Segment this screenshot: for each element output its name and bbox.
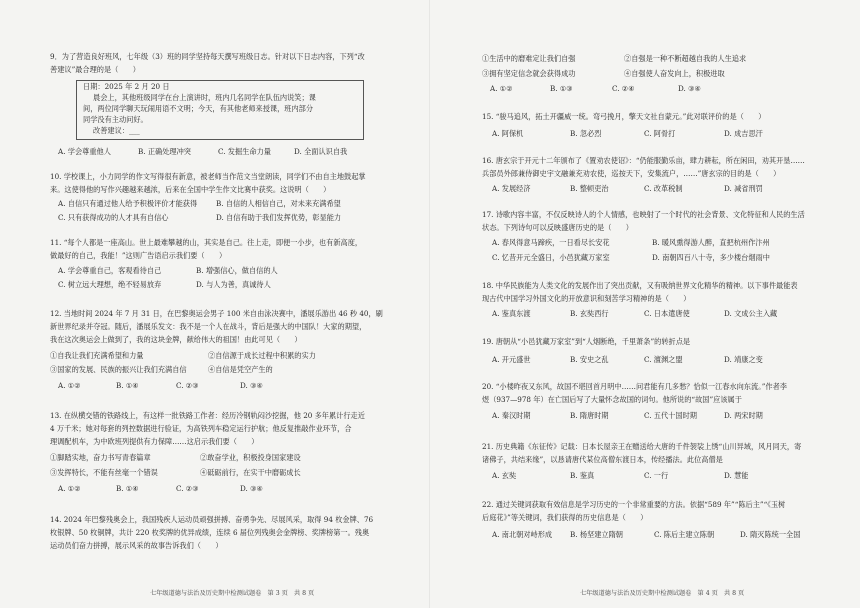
- question-16-line-2: 兵部员外郎兼侍御史宇文融兼充劝农使，巡按天下，安集流户，……”唐玄宗的目的是（ ）: [482, 169, 781, 178]
- q20-option-c: C. 五代十国时期: [644, 411, 697, 420]
- question-12-line-3: 我在这次奥运会上做到了，我的这块金牌，献给伟大的祖国！由此可见（ ）: [50, 335, 302, 344]
- q10-option-c: C. 只有获得成功的人才具有自信心: [58, 213, 169, 222]
- q13-option-d: D. ③④: [240, 484, 263, 493]
- q19-option-d: D. 靖康之变: [724, 355, 763, 364]
- q18-option-c: C. 日本遣唐使: [644, 309, 690, 318]
- q12-item-1: ①自我让我们充满希望和力量: [50, 351, 144, 360]
- diary-line-3: 同学没有主动问好。: [83, 115, 148, 124]
- question-20-line-2: 煜（937—978 年）在亡国后写了大量怀念故国的词句。他所说的“故国”应该属于: [482, 395, 742, 404]
- q14-option-d: D. ③④: [678, 84, 701, 93]
- q12-option-a: A. ①②: [58, 381, 81, 390]
- question-9-line-2: 善建议”最合理的是（ ）: [50, 65, 140, 74]
- q20-option-d: D. 两宋时期: [724, 411, 763, 420]
- q13-option-a: A. ①②: [58, 484, 81, 493]
- q15-option-c: C. 阿骨打: [644, 129, 676, 138]
- class-diary-box: [76, 80, 364, 140]
- q14-item-1: ①生活中的磨难定让我们自强: [482, 54, 576, 63]
- question-20-line-1: 20. “小楼昨夜又东风，故国不堪回首月明中……问君能有几多愁？恰似一江春水向东流。”作者李: [482, 382, 787, 391]
- question-22-line-1: 22. 通过关键词获取有效信息是学习历史的一个非常重要的方法。依据“589 年”“陈后主”“《玉树: [482, 500, 786, 509]
- question-17-line-2: 状态。下列诗句可以反映盛唐历史的是（ ）: [482, 223, 633, 232]
- q13-option-c: C. ②③: [176, 484, 199, 493]
- q12-option-b: B. ①④: [116, 381, 139, 390]
- q19-option-a: A. 开元盛世: [492, 355, 531, 364]
- q16-option-a: A. 发展经济: [492, 184, 531, 193]
- q9-option-a: A. 学会尊重他人: [58, 147, 111, 156]
- question-14-stem: [50, 513, 373, 552]
- q14-option-a: A. ①②: [490, 84, 513, 93]
- q12-item-4: ④自信是凭空产生的: [208, 365, 273, 374]
- q18-option-b: B. 玄奘西行: [570, 309, 609, 318]
- page-3-footer: 七年级道德与法治及历史期中检测试题卷 第 3 页 共 8 页: [150, 590, 315, 597]
- q20-option-a: A. 秦汉时期: [492, 411, 531, 420]
- question-21-line-2: 诸佛子，共结来缘”，以恳请唐代某位高僧东渡日本，传经播法。此位高僧是: [482, 455, 723, 464]
- question-12-line-2: 新世界纪录并夺冠。随后，潘展乐发文：我不是一个人在战斗，背后是强大的中国队！大家的期望，: [50, 322, 367, 331]
- question-10-line-1: 10. 学校课上，小力同学的作文写得很有新意，被老师当作范文当堂朗读，同学们不由自主地鼓起掌: [50, 172, 366, 181]
- question-15-line-1: 15. “骏马追风，拓土开疆威一统。弯弓挽月，擎天文社自蒙元。”此对联评价的是（ ）: [482, 112, 766, 121]
- question-18-line-1: 18. 中华民族能为人类文化的发展作出了突出贡献，又有吸纳世界文化精华的精神。以下事件最能表: [482, 281, 798, 290]
- q17-option-b: B. 暖风熏得游人醉，直把杭州作汴州: [652, 238, 770, 247]
- q11-option-d: D. 与人为善，真诚待人: [196, 280, 271, 289]
- question-13-line-3: 理调配机车，为中欧班列提供有力保障……这启示我们要（ ）: [50, 437, 259, 446]
- q12-item-2: ②自信源于成长过程中积累的实力: [208, 351, 316, 360]
- question-13-line-2: 4 万千米；她对每套的列控数据进行验证，为高铁列车稳定运行护航；他反复推敲作业环节，合: [50, 424, 352, 433]
- q14-item-2: ②自强是一种不断超越自我的人生追求: [624, 54, 747, 63]
- q17-option-d: D. 南朝四百八十寺，多少楼台烟雨中: [652, 253, 770, 262]
- question-10-stem: [50, 170, 366, 196]
- q12-item-3: ③国家的发展、民族的振兴让我们充满自信: [50, 365, 187, 374]
- q13-item-4: ④砥砺前行，在实干中磨砺成长: [200, 468, 301, 477]
- question-17-line-1: 17. 诗歌内容丰富，不仅反映诗人的个人情感，也映射了一个时代的社会背景、文化特征和人民的生活: [482, 210, 805, 219]
- question-16-stem: [482, 154, 805, 180]
- question-14-line-1: 14. 2024 年巴黎残奥会上，我国残疾人运动员顽强拼搏、奋勇争先、尽展风采，取得 94 枚金牌、76: [50, 515, 374, 524]
- question-22-stem: [482, 498, 785, 524]
- page-4: [430, 0, 860, 608]
- q11-option-a: A. 学会尊重自己，客观看待自己: [58, 266, 162, 275]
- question-13-line-1: 13. 在纵横交错的铁路线上，有这样一批铁路工作者：经历冷钢轨闷沙挖掘，他 20 多年累计行走近: [50, 411, 365, 420]
- question-16-line-1: 16. 唐玄宗于开元十二年颁布了《置劝农使诏》：“仍能服勤乐亩，肆力耕耘，所在闲田，劝其开垦……: [482, 156, 805, 165]
- q21-option-d: D. 慧能: [724, 471, 749, 480]
- q20-option-b: B. 隋唐时期: [570, 411, 609, 420]
- question-19-stem: [482, 335, 690, 348]
- q21-option-c: C. 一行: [644, 471, 669, 480]
- q18-option-a: A. 鉴真东渡: [492, 309, 531, 318]
- q10-option-a: A. 自信只有通过他人给予积极评价才能获得: [58, 199, 198, 208]
- q9-option-c: C. 发掘生命力量: [218, 147, 271, 156]
- question-12-stem: [50, 307, 383, 346]
- diary-line-2: 间，两位同学聊天玩闹用语不文明；今天，有其他老师来授课，班内部分: [83, 104, 314, 113]
- q21-option-a: A. 玄奘: [492, 471, 517, 480]
- question-19-line-1: 19. 唐朝从“小邑犹藏万家室”到“人烟断绝，千里萧条”的转折点是: [482, 337, 691, 346]
- page-4-footer: 七年级道德与法治及历史期中检测试题卷 第 4 页 共 8 页: [580, 590, 745, 597]
- q22-option-c: C. 陈后主建立陈朝: [654, 530, 715, 539]
- question-14-line-3: 运动员们奋力拼搏，展示风采的故事告诉我们（ ）: [50, 541, 223, 550]
- q22-option-d: D. 隋灭陈统一全国: [740, 530, 801, 539]
- question-21-line-1: 21. 历史典籍《东征传》记载：日本长屋亲王在赠送给大唐的千件袈裟上绣“山川异域，风月同天，寄: [482, 442, 802, 451]
- q14-option-b: B. ①③: [550, 84, 573, 93]
- question-22-line-2: 后庭花》”等关键词，我们获得的历史信息是（ ）: [482, 513, 648, 522]
- q14-item-3: ③拥有坚定信念就会获得成功: [482, 69, 576, 78]
- question-18-stem: [482, 279, 798, 305]
- q11-option-b: B. 增强信心，做自信的人: [196, 266, 278, 275]
- q9-option-b: B. 正确处理冲突: [138, 147, 191, 156]
- q17-option-c: C. 忆昔开元全盛日，小邑犹藏万家室: [492, 253, 610, 262]
- question-20-stem: [482, 380, 787, 406]
- q16-option-c: C. 改革税制: [644, 184, 683, 193]
- q11-option-c: C. 树立远大理想，绝不轻易放弃: [58, 280, 162, 289]
- q15-option-d: D. 成吉思汗: [724, 129, 763, 138]
- q14-item-4: ④自强使人奋发向上，积极进取: [624, 69, 725, 78]
- q13-item-2: ②敢奋学业，积极投身国家建设: [200, 453, 301, 462]
- question-13-stem: [50, 409, 365, 448]
- improvement-suggestion-label: 改善建议：___: [93, 126, 140, 135]
- q21-option-b: B. 鉴真: [570, 471, 595, 480]
- q15-option-a: A. 阿保机: [492, 129, 524, 138]
- question-9-stem: [50, 50, 365, 76]
- question-21-stem: [482, 440, 801, 466]
- q13-item-3: ③发挥特长，不能有丝毫一个错误: [50, 468, 158, 477]
- q14-option-c: C. ②④: [612, 84, 635, 93]
- diary-line-1: 晨会上，其他班级同学在台上演讲时，班内几名同学在队伍内说笑；课: [93, 93, 316, 102]
- q9-option-d: D. 全面认识自我: [294, 147, 348, 156]
- q12-option-c: C. ②③: [176, 381, 199, 390]
- q18-option-d: D. 文成公主入藏: [724, 309, 778, 318]
- question-11-line-2: 做最好的自己，我能！”这则广告语启示我们要（ ）: [50, 251, 227, 260]
- diary-date: 日期：2025 年 2 月 20 日: [83, 82, 170, 91]
- q16-option-b: B. 整顿吏治: [570, 184, 609, 193]
- question-12-line-1: 12. 当地时间 2024 年 7 月 31 日，在巴黎奥运会男子 100 米自由泳决赛中，潘展乐游出 46 秒 40，刷: [50, 309, 383, 318]
- question-17-stem: [482, 208, 805, 234]
- question-11-line-1: 11. “每个人都是一座高山。世上最难攀越的山，其实是自己。往上走，即便一小步，也有新高度，: [50, 238, 363, 247]
- q12-option-d: D. ③④: [240, 381, 263, 390]
- q16-option-d: D. 减省刑罚: [724, 184, 763, 193]
- question-10-line-2: 来。这使得他的写作兴趣越来越浓，后来在全国中学生作文比赛中获奖。这说明（ ）: [50, 185, 331, 194]
- q13-option-b: B. ①④: [116, 484, 139, 493]
- q15-option-b: B. 忽必烈: [570, 129, 602, 138]
- question-15-stem: [482, 110, 765, 123]
- q10-option-b: B. 自信的人相信自己，对未来充满希望: [216, 199, 341, 208]
- q22-option-a: A. 南北朝对峙形成: [492, 530, 553, 539]
- q22-option-b: B. 杨坚建立隋朝: [570, 530, 623, 539]
- question-14-line-2: 枚银牌、50 枚铜牌，共计 220 枚奖牌的优异成绩，连续 6 届位列残奥会金牌榜、奖牌榜第一。残奥: [50, 528, 370, 537]
- q17-option-a: A. 春风得意马蹄疾，一日看尽长安花: [492, 238, 610, 247]
- question-11-stem: [50, 236, 362, 262]
- q10-option-d: D. 自信有助于我们发挥优势，彰显能力: [216, 213, 342, 222]
- question-18-line-2: 现古代中国学习外国文化的开放意识和刻苦学习精神的是（ ）: [482, 294, 691, 303]
- q13-item-1: ①脚踏实地，奋力书写青春篇章: [50, 453, 151, 462]
- question-9-line-1: 9．为了营造良好班风，七年级（3）班的同学坚持每天撰写班级日志。针对以下日志内容，下列“改: [50, 52, 365, 61]
- q19-option-b: B. 安史之乱: [570, 355, 609, 364]
- q19-option-c: C. 澶渊之盟: [644, 355, 683, 364]
